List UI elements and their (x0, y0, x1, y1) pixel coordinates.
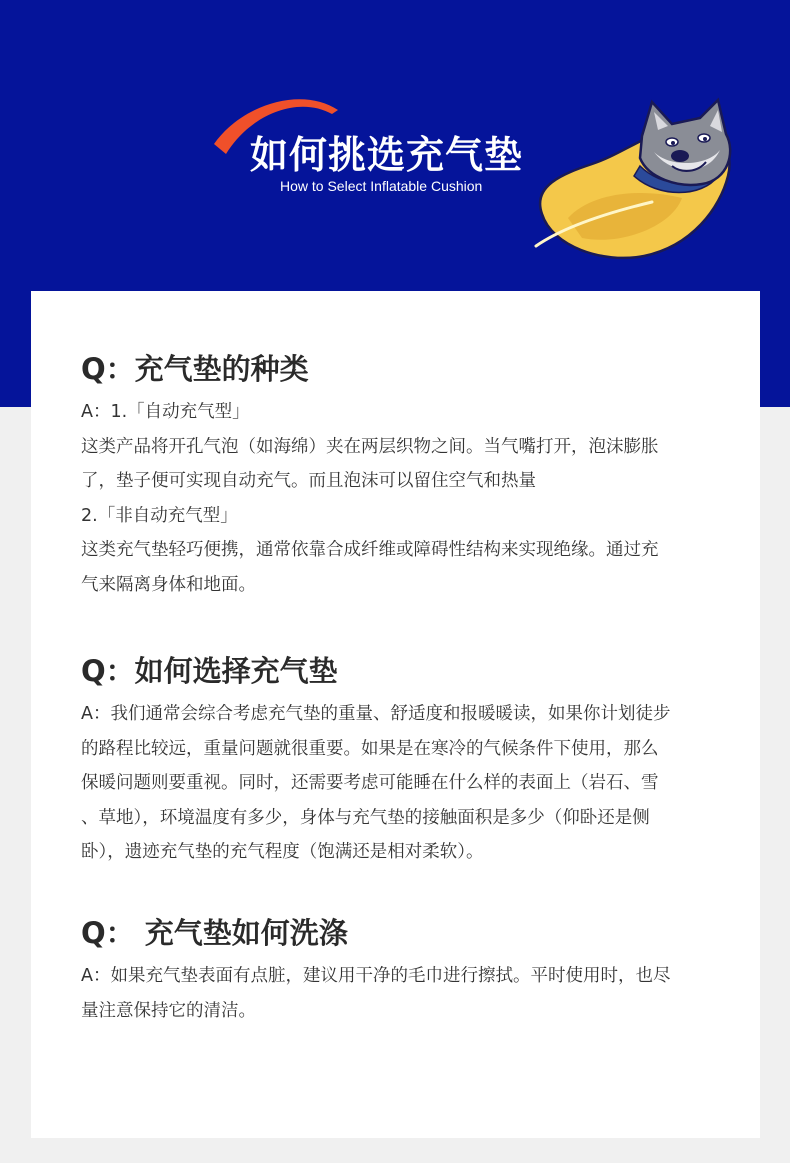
answer-text: A：如果充气垫表面有点脏，建议用干净的毛巾进行擦拭。平时使用时，也尽 量注意保持它的清洁。 (81, 966, 671, 1021)
section-washing (81, 915, 721, 1028)
wolf-mascot-sleeping-pad-icon (522, 96, 738, 266)
answer-text: A：我们通常会综合考虑充气垫的重量、舒适度和报暖暖读，如果你计划徒步 的路程比较远，重量问题就很重要。如果是在寒冷的气候条件下使用，那么 保暖问题则要重视。同时，还需要考虑可能睡在什么样的表面上（岩石、雪 、草地），环境温度有多少，身体与充气垫的接触面积是多少（仰卧还是侧 卧），遗迹充气垫的充气程度（饱满还是相对柔软）。 (81, 704, 671, 862)
answer-text: A：1.「自动充气型」 这类产品将开孔气泡（如海绵）夹在两层织物之间。当气嘴打开，泡沫膨胀 了，垫子便可实现自动充气。而且泡沫可以留住空气和热量 2.「非自动充气型」 这类充气垫轻巧便携，通常依靠合成纤维或障碍性结构来实现绝缘。通过充 气来隔离身体和地面。 (81, 402, 659, 595)
page-subtitle: How to Select Inflatable Cushion (280, 178, 483, 194)
section-pad-types (81, 351, 721, 602)
page-title: 如何挑选充气垫 (250, 133, 524, 177)
content-card (31, 291, 760, 1138)
question-heading: Q：充气垫的种类 (81, 352, 309, 386)
question-heading: Q： 充气垫如何洗涤 (81, 916, 348, 950)
question-heading: Q：如何选择充气垫 (81, 654, 338, 688)
header-title-block (212, 92, 552, 202)
section-how-to-choose (81, 653, 721, 870)
